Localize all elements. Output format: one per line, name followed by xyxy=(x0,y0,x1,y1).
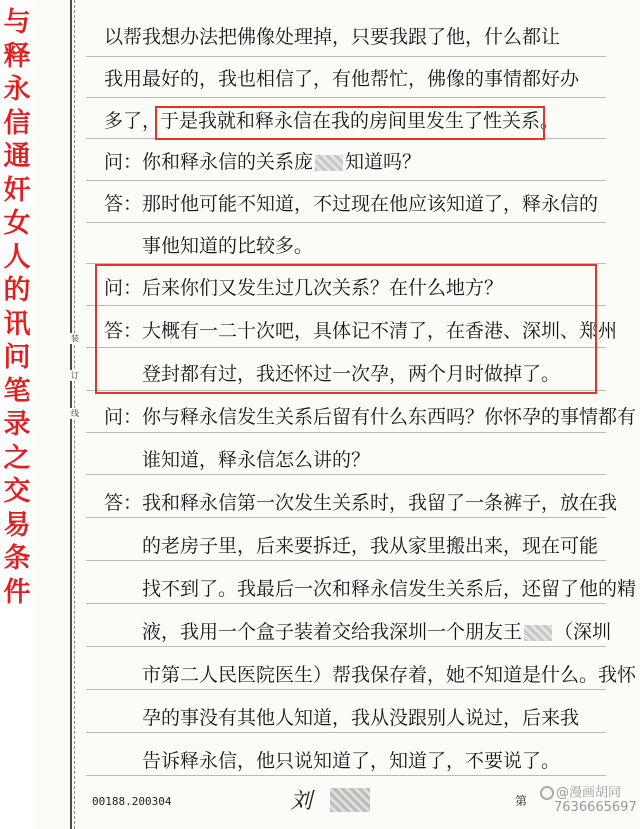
transcript-line: 我用最好的，我也相信了，有他帮忙，佛像的事情都好办 xyxy=(104,68,580,90)
weibo-icon xyxy=(540,786,554,800)
highlight-box-sentence xyxy=(155,106,545,140)
transcript-text: 液，我用一个盒子装着交给我深圳一个朋友王 xyxy=(142,621,523,643)
transcript-line: 谁知道，释永信怎么讲的？ xyxy=(142,449,371,471)
document-code: 00188.200304 xyxy=(92,795,172,808)
watermark xyxy=(540,786,637,815)
ruled-line xyxy=(86,56,606,57)
transcript-line: 告诉释永信，他只说知道了，知道了，不要说了。 xyxy=(142,750,561,772)
ruled-line xyxy=(86,222,606,223)
question-text-end: 知道吗？ xyxy=(345,151,422,173)
question-line xyxy=(104,147,421,177)
question-line: 问：你与释永信发生关系后留有什么东西吗？你怀孕的事情都有 xyxy=(104,406,637,428)
binding-label-3: 线 xyxy=(71,409,79,418)
ruled-line xyxy=(86,180,606,181)
vertical-red-title: 与释永信通奸女人的讯问笔录之交易条件 xyxy=(3,7,31,608)
transcript-line: 孕的事没有其他人知道，我从没跟别人说过，后来我 xyxy=(142,707,580,729)
binding-label-2: 订 xyxy=(71,371,79,380)
transcript-line xyxy=(142,617,611,647)
redaction-mosaic xyxy=(315,155,343,171)
binding-label-1: 装 xyxy=(71,334,79,343)
signature-mosaic xyxy=(330,788,370,812)
redaction-mosaic xyxy=(524,625,552,641)
signature: 刘 xyxy=(290,789,313,814)
transcript-line: 多了， xyxy=(104,110,162,132)
answer-line: 答：那时他可能不知道，不过现在他应该知道了，释永信的 xyxy=(104,193,599,215)
transcript-line: 登封都有过，我还怀过一次孕，两个月时做掉了。 xyxy=(142,363,561,385)
highlight-box-qa xyxy=(95,264,597,394)
transcript-line: 的老房子里，后来要拆迁，我从家里搬出来，现在可能 xyxy=(142,535,599,557)
ruled-line xyxy=(86,97,606,98)
watermark-id: 7636665697 xyxy=(554,799,637,815)
transcript-text-end: （深圳 xyxy=(554,621,612,643)
answer-line: 答：大概有一二十次吧，具体记不清了，在香港、深圳、郑州 xyxy=(104,320,618,342)
question-line: 问：后来你们又发生过几次关系？在什么地方？ xyxy=(104,277,504,299)
watermark-name: @漫画胡同 xyxy=(556,785,622,801)
transcript-line: 事他知道的比较多。 xyxy=(142,235,314,257)
transcript-line: 找不到了。我最后一次和释永信发生关系后，还留了他的精 xyxy=(142,578,637,600)
answer-line: 答：我和释永信第一次发生关系时，我留了一条裤子，放在我 xyxy=(104,492,618,514)
transcript-line: 以帮我想办法把佛像处理掉，只要我跟了他，什么都让 xyxy=(104,26,561,48)
page-label: 第 xyxy=(515,794,528,808)
highlighted-transcript-line: 于是我就和释永信在我的房间里发生了性关系。 xyxy=(160,110,560,132)
question-text: 问：你和释永信的关系庞 xyxy=(104,151,314,173)
ruled-line xyxy=(86,432,606,433)
transcript-line: 市第二人民医院医生）帮我保存着，她不知道是什么。我怀 xyxy=(142,664,637,686)
